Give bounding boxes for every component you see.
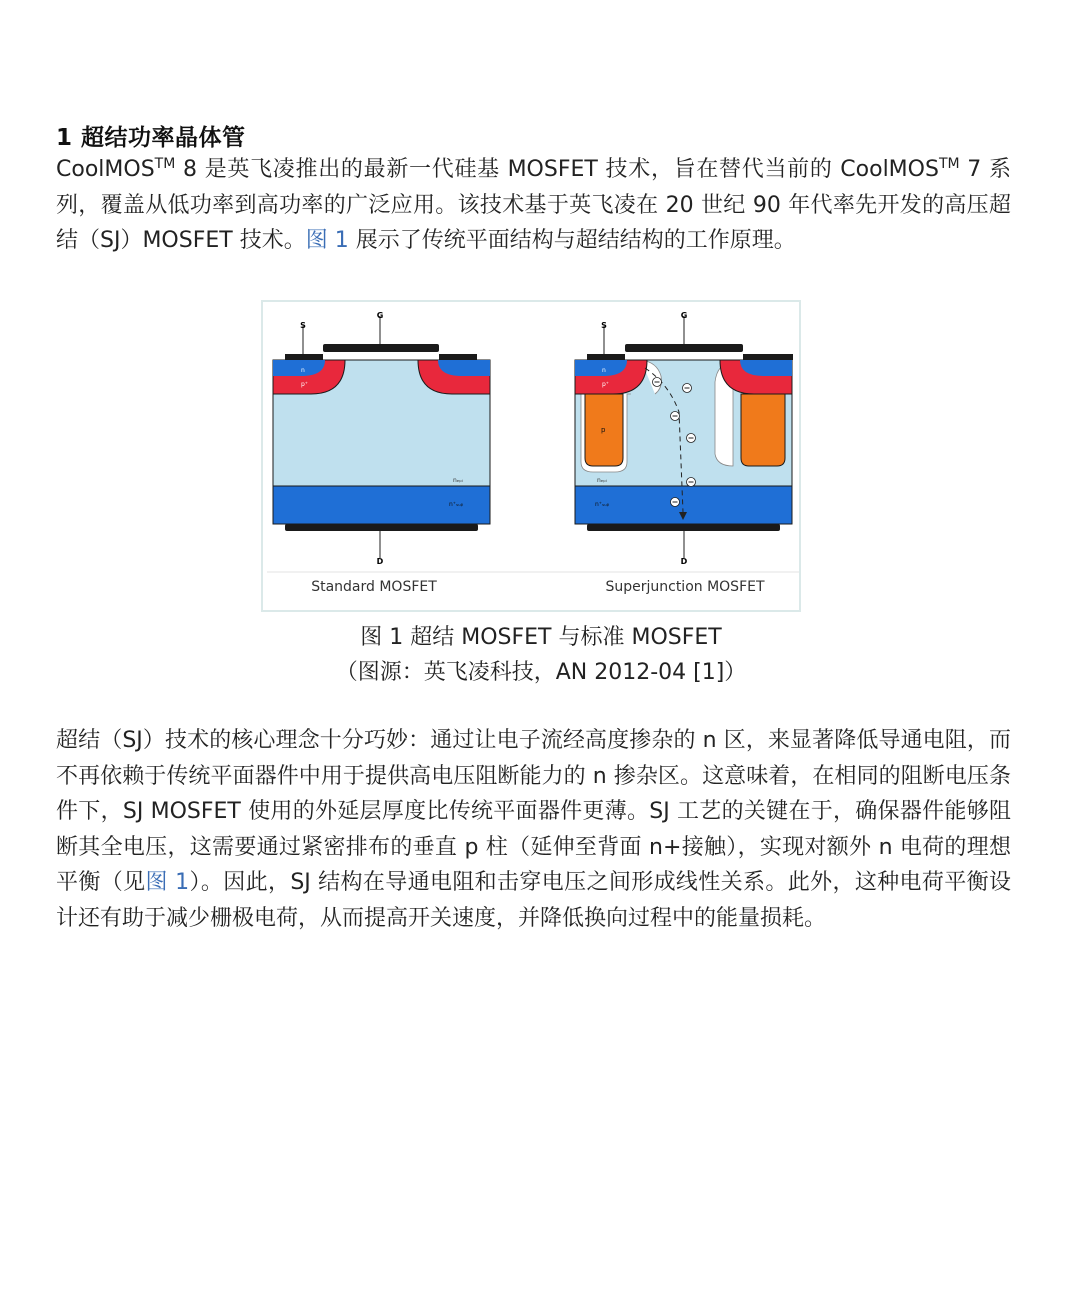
gate-electrode xyxy=(625,344,743,352)
n-epi-label: nₑₚᵢ xyxy=(597,477,607,484)
figure-1-link[interactable]: 图 1 xyxy=(145,870,190,895)
drain-contact xyxy=(587,524,780,531)
intro-text-2: 8 是英飞凌推出的最新一代硅基 MOSFET 技术，旨在替代当前的 CoolMOS xyxy=(175,157,939,182)
n-label: n xyxy=(602,367,606,374)
source-contact xyxy=(285,354,323,360)
body-text-2: ）。因此，SJ 结构在导通电阻和击穿电压之间形成线性关系。此外，这种电荷平衡设计还有助于减少栅极电荷，从而提高开关速度，并降低换向过程中的能量损耗。 xyxy=(56,870,1011,931)
n-sub-label: n⁺ₛᵤᵦ xyxy=(449,501,464,508)
p-plus-label: p⁺ xyxy=(602,381,609,388)
drain-contact xyxy=(285,524,478,531)
n-epi-label: nₑₚᵢ xyxy=(453,477,463,484)
mosfet-diagram xyxy=(263,302,803,614)
source-label: S xyxy=(601,321,607,330)
drain-label: D xyxy=(680,557,688,566)
drain-label: D xyxy=(376,557,384,566)
source-contact xyxy=(743,354,793,360)
gate-electrode xyxy=(323,344,439,352)
figure-source: （图源：英飞凌科技，AN 2012-04 [1]） xyxy=(335,660,747,685)
body-paragraph xyxy=(56,723,1011,936)
intro-text-3: 7 系列，覆盖从低功率到高功率的广泛应用。该技术基于英飞凌在 20 世纪 90 年代率先开发的高压超结（SJ）MOSFET 技术。 xyxy=(56,157,1011,253)
n-label: n xyxy=(301,367,305,374)
p-pillar xyxy=(741,394,785,466)
gate-label: G xyxy=(376,311,384,320)
standard-mosfet-diagram xyxy=(273,311,490,595)
source-contact xyxy=(439,354,477,360)
standard-mosfet-label: Standard MOSFET xyxy=(311,579,437,595)
intro-paragraph xyxy=(56,152,1011,259)
gate-label: G xyxy=(680,311,688,320)
source-contact xyxy=(587,354,625,360)
superjunction-mosfet-diagram xyxy=(575,311,793,595)
n-sub-label: n⁺ₛᵤᵦ xyxy=(595,501,610,508)
mosfet-figure xyxy=(261,300,801,612)
source-label: S xyxy=(300,321,306,330)
superjunction-mosfet-label: Superjunction MOSFET xyxy=(605,579,765,595)
trademark-mark: TM xyxy=(154,156,176,172)
trademark-mark: TM xyxy=(938,156,960,172)
p-pillar-label: p xyxy=(601,426,606,434)
intro-text-1: CoolMOS xyxy=(56,157,155,182)
body-text-1: 超结（SJ）技术的核心理念十分巧妙：通过让电子流经高度掺杂的 n 区，来显著降低导通电阻，而不再依赖于传统平面器件中用于提供高电压阻断能力的 n 掺杂区。这意味着，在相同的阻断电压条件下，SJ MOSFET 使用的外延层厚度比传统平面器件更薄。SJ 工艺的关键在于，确保器件能够阻断其全电压，这需要通过紧密排布的垂直 p 柱（延伸至背面 n+接触），实现对额外 n 电荷的理想平衡（见 xyxy=(56,728,1011,895)
section-heading: 1 超结功率晶体管 xyxy=(56,125,246,151)
figure-1-link[interactable]: 图 1 xyxy=(305,228,349,253)
p-plus-label: p⁺ xyxy=(301,381,308,388)
figure-caption: 图 1 超结 MOSFET 与标准 MOSFET xyxy=(360,625,722,650)
intro-text-4: 展示了传统平面结构与超结结构的工作原理。 xyxy=(348,228,796,253)
